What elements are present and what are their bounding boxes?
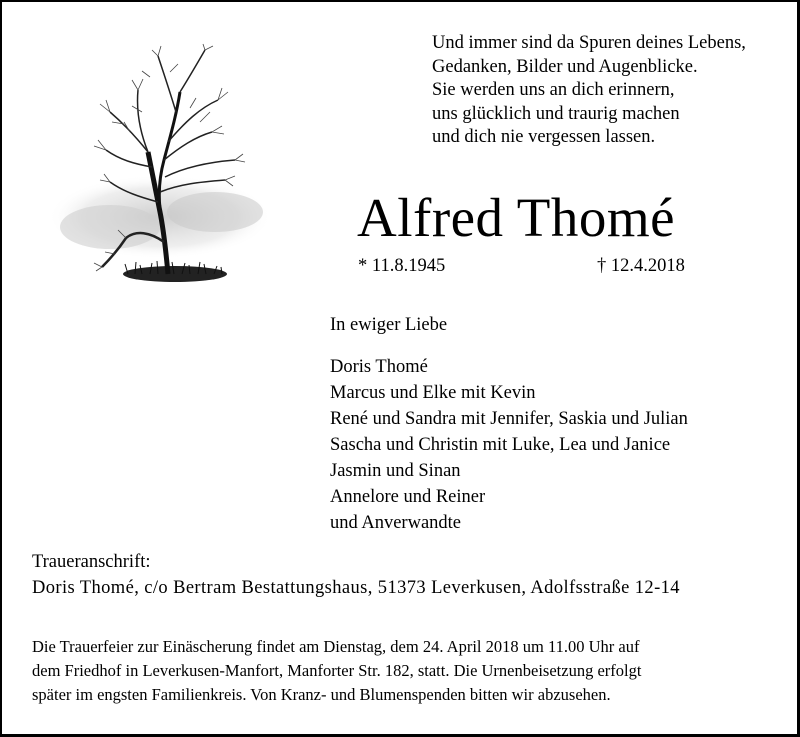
death-date: † 12.4.2018 — [597, 256, 685, 276]
poem-line: Gedanken, Bilder und Augenblicke. — [432, 56, 698, 77]
mourner-name: Marcus und Elke mit Kevin — [330, 383, 536, 403]
poem-line: uns glücklich und traurig machen — [432, 103, 680, 124]
mourner-name: Doris Thomé — [330, 357, 428, 377]
poem-line: und dich nie vergessen lassen. — [432, 127, 656, 147]
deceased-name: Alfred Thomé — [357, 187, 676, 248]
mourner-name: René und Sandra mit Jennifer, Saskia und Julian — [330, 409, 688, 429]
birth-date: * 11.8.1945 — [358, 256, 446, 276]
poem-line: Sie werden uns an dich erinnern, — [432, 80, 675, 100]
ceremony-line: Die Trauerfeier zur Einäscherung findet am Dienstag, dem 24. April 2018 um 11.00 Uhr auf — [32, 637, 640, 656]
ceremony-info — [32, 635, 641, 707]
mourner-name: Annelore und Reiner — [330, 487, 486, 507]
mourner-name: Jasmin und Sinan — [330, 461, 461, 481]
mourner-name: Sascha und Christin mit Luke, Lea und Janice — [330, 435, 671, 455]
bare-tree-icon — [40, 42, 280, 292]
mourners-list — [330, 354, 688, 536]
poem-line: Und immer sind da Spuren deines Lebens, — [432, 33, 746, 53]
mourners-intro: In ewiger Liebe — [330, 315, 448, 335]
address-label: Traueranschrift: — [32, 552, 151, 572]
address-text: Doris Thomé, c/o Bertram Bestattungshaus, 51373 Leverkusen, Adolfsstraße 12-14 — [32, 578, 680, 598]
ceremony-line: später im engsten Familienkreis. Von Kranz- und Blumenspenden bitten wir abzusehen. — [32, 685, 611, 704]
mourner-name: und Anverwandte — [330, 513, 462, 533]
poem — [432, 32, 792, 150]
ceremony-line: dem Friedhof in Leverkusen-Manfort, Manforter Str. 182, statt. Die Urnenbeisetzung erfolgt — [32, 661, 642, 680]
